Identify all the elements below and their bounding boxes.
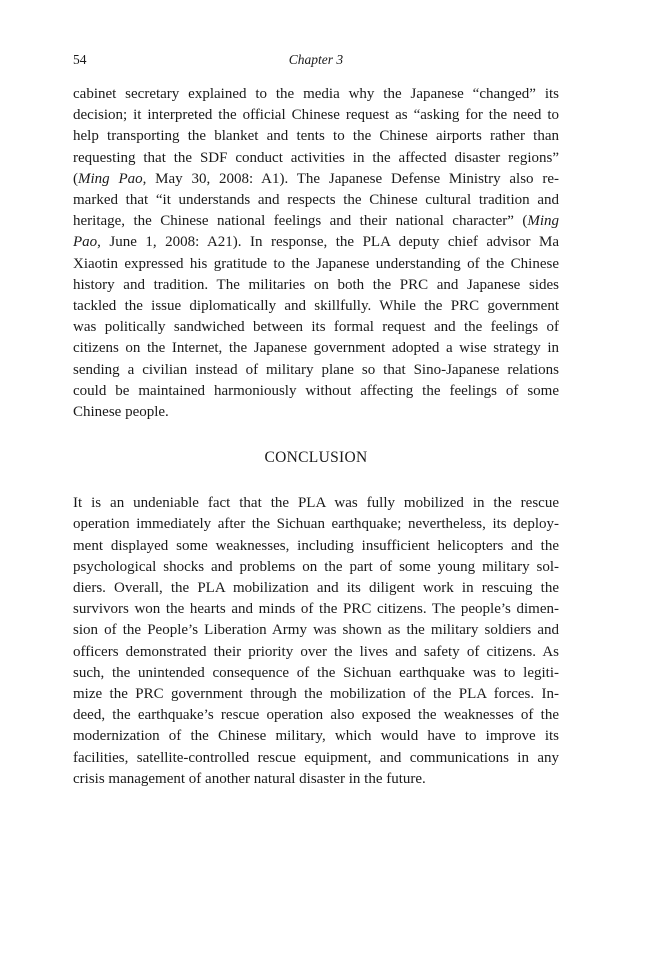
- chapter-title: Chapter 3: [288, 52, 344, 67]
- body-paragraph-2: [73, 493, 559, 790]
- text-line: mize the PRC government through the mobilization of the PLA forces. In-: [73, 686, 559, 703]
- text-line: tackled the issue diplomatically and skillfully. While the PRC government: [73, 298, 559, 315]
- text-line: modernization of the Chinese military, which would have to improve its: [73, 728, 559, 745]
- text-line: cabinet secretary explained to the media why the Japanese “changed” its: [73, 86, 559, 102]
- text-line: sending a civilian instead of military plane so that Sino-Japanese relations: [73, 361, 559, 378]
- text-line: operation immediately after the Sichuan earthquake; nevertheless, its deploy-: [73, 516, 559, 533]
- text-line: was politically sandwiched between its formal request and the feelings of: [73, 319, 559, 336]
- text-line: survivors won the hearts and minds of the PRC citizens. The people’s dimen-: [73, 601, 559, 618]
- text-line: deed, the earthquake’s rescue operation also exposed the weaknesses of the: [73, 707, 559, 724]
- text-line: officers demonstrated their priority over the lives and safety of citizens. As: [73, 643, 559, 660]
- text-line: such, the unintended consequence of the Sichuan earthquake was to legiti-: [73, 664, 559, 681]
- body-paragraph-1: [73, 84, 559, 423]
- text-line: ment displayed some weaknesses, including insufficient helicopters and the: [73, 537, 559, 554]
- text-line: It is an undeniable fact that the PLA was fully mobilized in the rescue: [73, 495, 559, 512]
- section-heading: CONCLUSION: [264, 449, 368, 467]
- text-line: help transporting the blanket and tents to the Chinese airports rather than: [73, 128, 559, 145]
- book-page: [73, 52, 559, 790]
- text-line: heritage, the Chinese national feelings and their national character” (Ming: [73, 213, 559, 230]
- page-number: 54: [73, 52, 87, 67]
- text-line: Pao, June 1, 2008: A21). In response, the PLA deputy chief advisor Ma: [73, 234, 559, 251]
- text-line: requesting that the SDF conduct activities in the affected disaster regions”: [73, 149, 559, 166]
- text-line: could be maintained harmoniously without affecting the feelings of some: [73, 382, 559, 399]
- text-line: sion of the People’s Liberation Army was shown as the military soldiers and: [73, 622, 559, 639]
- text-line: citizens on the Internet, the Japanese government adopted a wise strategy in: [73, 340, 559, 357]
- text-line: Chinese people.: [73, 404, 169, 421]
- text-line: psychological shocks and problems on the part of some young military sol-: [73, 558, 559, 575]
- text-line: Xiaotin expressed his gratitude to the Japanese understanding of the Chinese: [73, 255, 559, 272]
- running-head: [73, 52, 559, 74]
- text-line: diers. Overall, the PLA mobilization and its diligent work in rescuing the: [73, 580, 559, 597]
- text-line: history and tradition. The militaries on both the PRC and Japanese sides: [73, 276, 559, 293]
- text-line: marked that “it understands and respects the Chinese cultural tradition and: [73, 192, 559, 209]
- text-line: decision; it interpreted the official Chinese request as “asking for the need to: [73, 107, 559, 124]
- text-line: facilities, satellite-controlled rescue equipment, and communications in any: [73, 749, 559, 766]
- text-line: crisis management of another natural disaster in the future.: [73, 770, 426, 787]
- text-line: (Ming Pao, May 30, 2008: A1). The Japanese Defense Ministry also re-: [73, 170, 559, 187]
